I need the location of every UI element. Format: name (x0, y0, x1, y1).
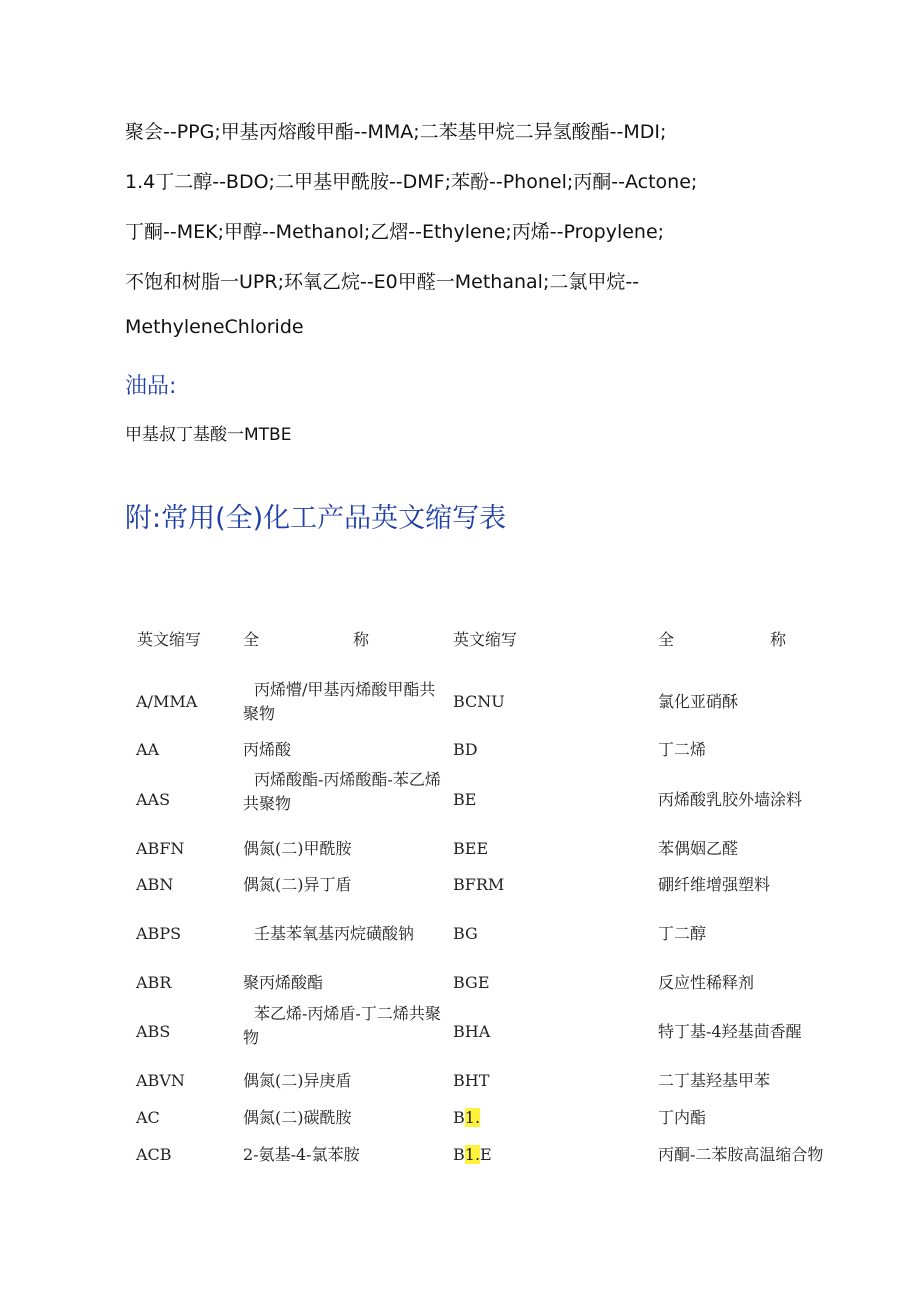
row3-right-full: 丙烯酸乳胶外墙涂料 (658, 790, 803, 809)
row6-left-full: 壬基苯氧基丙烷磺酸钠 (254, 924, 415, 943)
row5-right-abbr: BFRM (453, 875, 505, 894)
row6-right-full: 丁二醇 (658, 924, 707, 943)
header-abbr-right: 英文缩写 (453, 630, 518, 649)
row10-right-full: 丁内酯 (658, 1108, 707, 1127)
row1-left-full: 丙烯懵/甲基丙烯酸甲酯共聚物 (243, 680, 436, 723)
row10-left-abbr: AC (136, 1108, 160, 1127)
paragraph-line-2: 1.4丁二醇--BDO;二甲基甲酰胺--DMF;苯酚--Phonel;丙酮--Actone; (125, 171, 698, 193)
row5-left-full: 偶氮(二)异丁盾 (243, 875, 352, 894)
row11-left-full: 2-氨基-4-氯苯胺 (243, 1145, 360, 1164)
row4-right-full: 苯偶姻乙醛 (658, 839, 739, 858)
row4-left-full: 偶氮(二)甲酰胺 (243, 839, 352, 858)
row2-right-abbr: BD (453, 740, 478, 759)
row1-right-full: 氯化亚硝酥 (658, 692, 739, 711)
header-full-left-2: 称 (353, 630, 370, 649)
row11-right-abbr (453, 1143, 492, 1167)
header-full-right-1: 全 (658, 630, 675, 649)
row9-right-full: 二丁基羟基甲苯 (658, 1071, 771, 1090)
row11-right-abbr-prefix: B (453, 1145, 465, 1164)
row11-left-abbr: ACB (136, 1145, 172, 1164)
oil-heading: 油品: (125, 374, 177, 399)
row8-left-abbr: ABS (136, 1022, 171, 1041)
row4-right-abbr: BEE (453, 839, 489, 858)
row11-right-abbr-highlight: 1. (464, 1145, 481, 1164)
row11-right-full: 丙酮-二苯胺高温缩合物 (658, 1145, 824, 1164)
row7-right-full: 反应性稀释剂 (658, 973, 755, 992)
row3-right-abbr: BE (453, 790, 477, 809)
paragraph-line-4: 不饱和树脂一UPR;环氧乙烷--E0甲醛一Methanal;二氯甲烷-- (125, 271, 640, 293)
row6-left-abbr: ABPS (136, 924, 182, 943)
row9-right-abbr: BHT (453, 1071, 490, 1090)
header-full-right-2: 称 (770, 630, 787, 649)
row9-left-full: 偶氮(二)异庚盾 (243, 1071, 352, 1090)
row10-right-abbr (453, 1106, 480, 1130)
row11-right-abbr-suffix: E (480, 1145, 492, 1164)
oil-text: 甲基叔丁基酸一MTBE (125, 425, 292, 445)
row3-left-abbr: AAS (136, 790, 171, 809)
row2-right-full: 丁二烯 (658, 740, 707, 759)
row10-right-abbr-prefix: B (453, 1108, 465, 1127)
row9-left-abbr: ABVN (136, 1071, 185, 1090)
row4-left-abbr: ABFN (136, 839, 185, 858)
row7-right-abbr: BGE (453, 973, 490, 992)
row3-left-full: 丙烯酸酯-丙烯酸酯-苯乙烯共聚物 (243, 770, 441, 813)
appendix-title: 附:常用(全)化工产品英文缩写表 (125, 503, 507, 534)
header-full-left-1: 全 (243, 630, 260, 649)
row6-right-abbr: BG (453, 924, 478, 943)
row10-left-full: 偶氮(二)碳酰胺 (243, 1108, 352, 1127)
row5-left-abbr: ABN (136, 875, 174, 894)
row5-right-full: 硼纤维增强塑料 (658, 875, 771, 894)
row10-right-abbr-highlight: 1. (464, 1108, 481, 1127)
row8-right-abbr: BHA (453, 1022, 491, 1041)
row2-left-full: 丙烯酸 (243, 740, 292, 759)
row2-left-abbr: AA (136, 740, 160, 759)
paragraph-line-1: 聚会--PPG;甲基丙熔酸甲酯--MMA;二苯基甲烷二异氢酸酯--MDI; (125, 121, 667, 143)
row7-left-full: 聚丙烯酸酯 (243, 973, 324, 992)
row1-right-abbr: BCNU (453, 692, 505, 711)
header-abbr-left: 英文缩写 (137, 630, 202, 649)
row7-left-abbr: ABR (136, 973, 172, 992)
row8-right-full: 特丁基-4羟基茴香醒 (658, 1022, 802, 1041)
paragraph-line-3: 丁酮--MEK;甲醇--Methanol;乙熠--Ethylene;丙烯--Propylene; (125, 221, 665, 243)
row1-left-abbr: A/MMA (136, 692, 198, 711)
row8-left-full: 苯乙烯-丙烯盾-丁二烯共聚物 (243, 1004, 441, 1047)
paragraph-line-5: MethyleneChloride (125, 316, 304, 338)
